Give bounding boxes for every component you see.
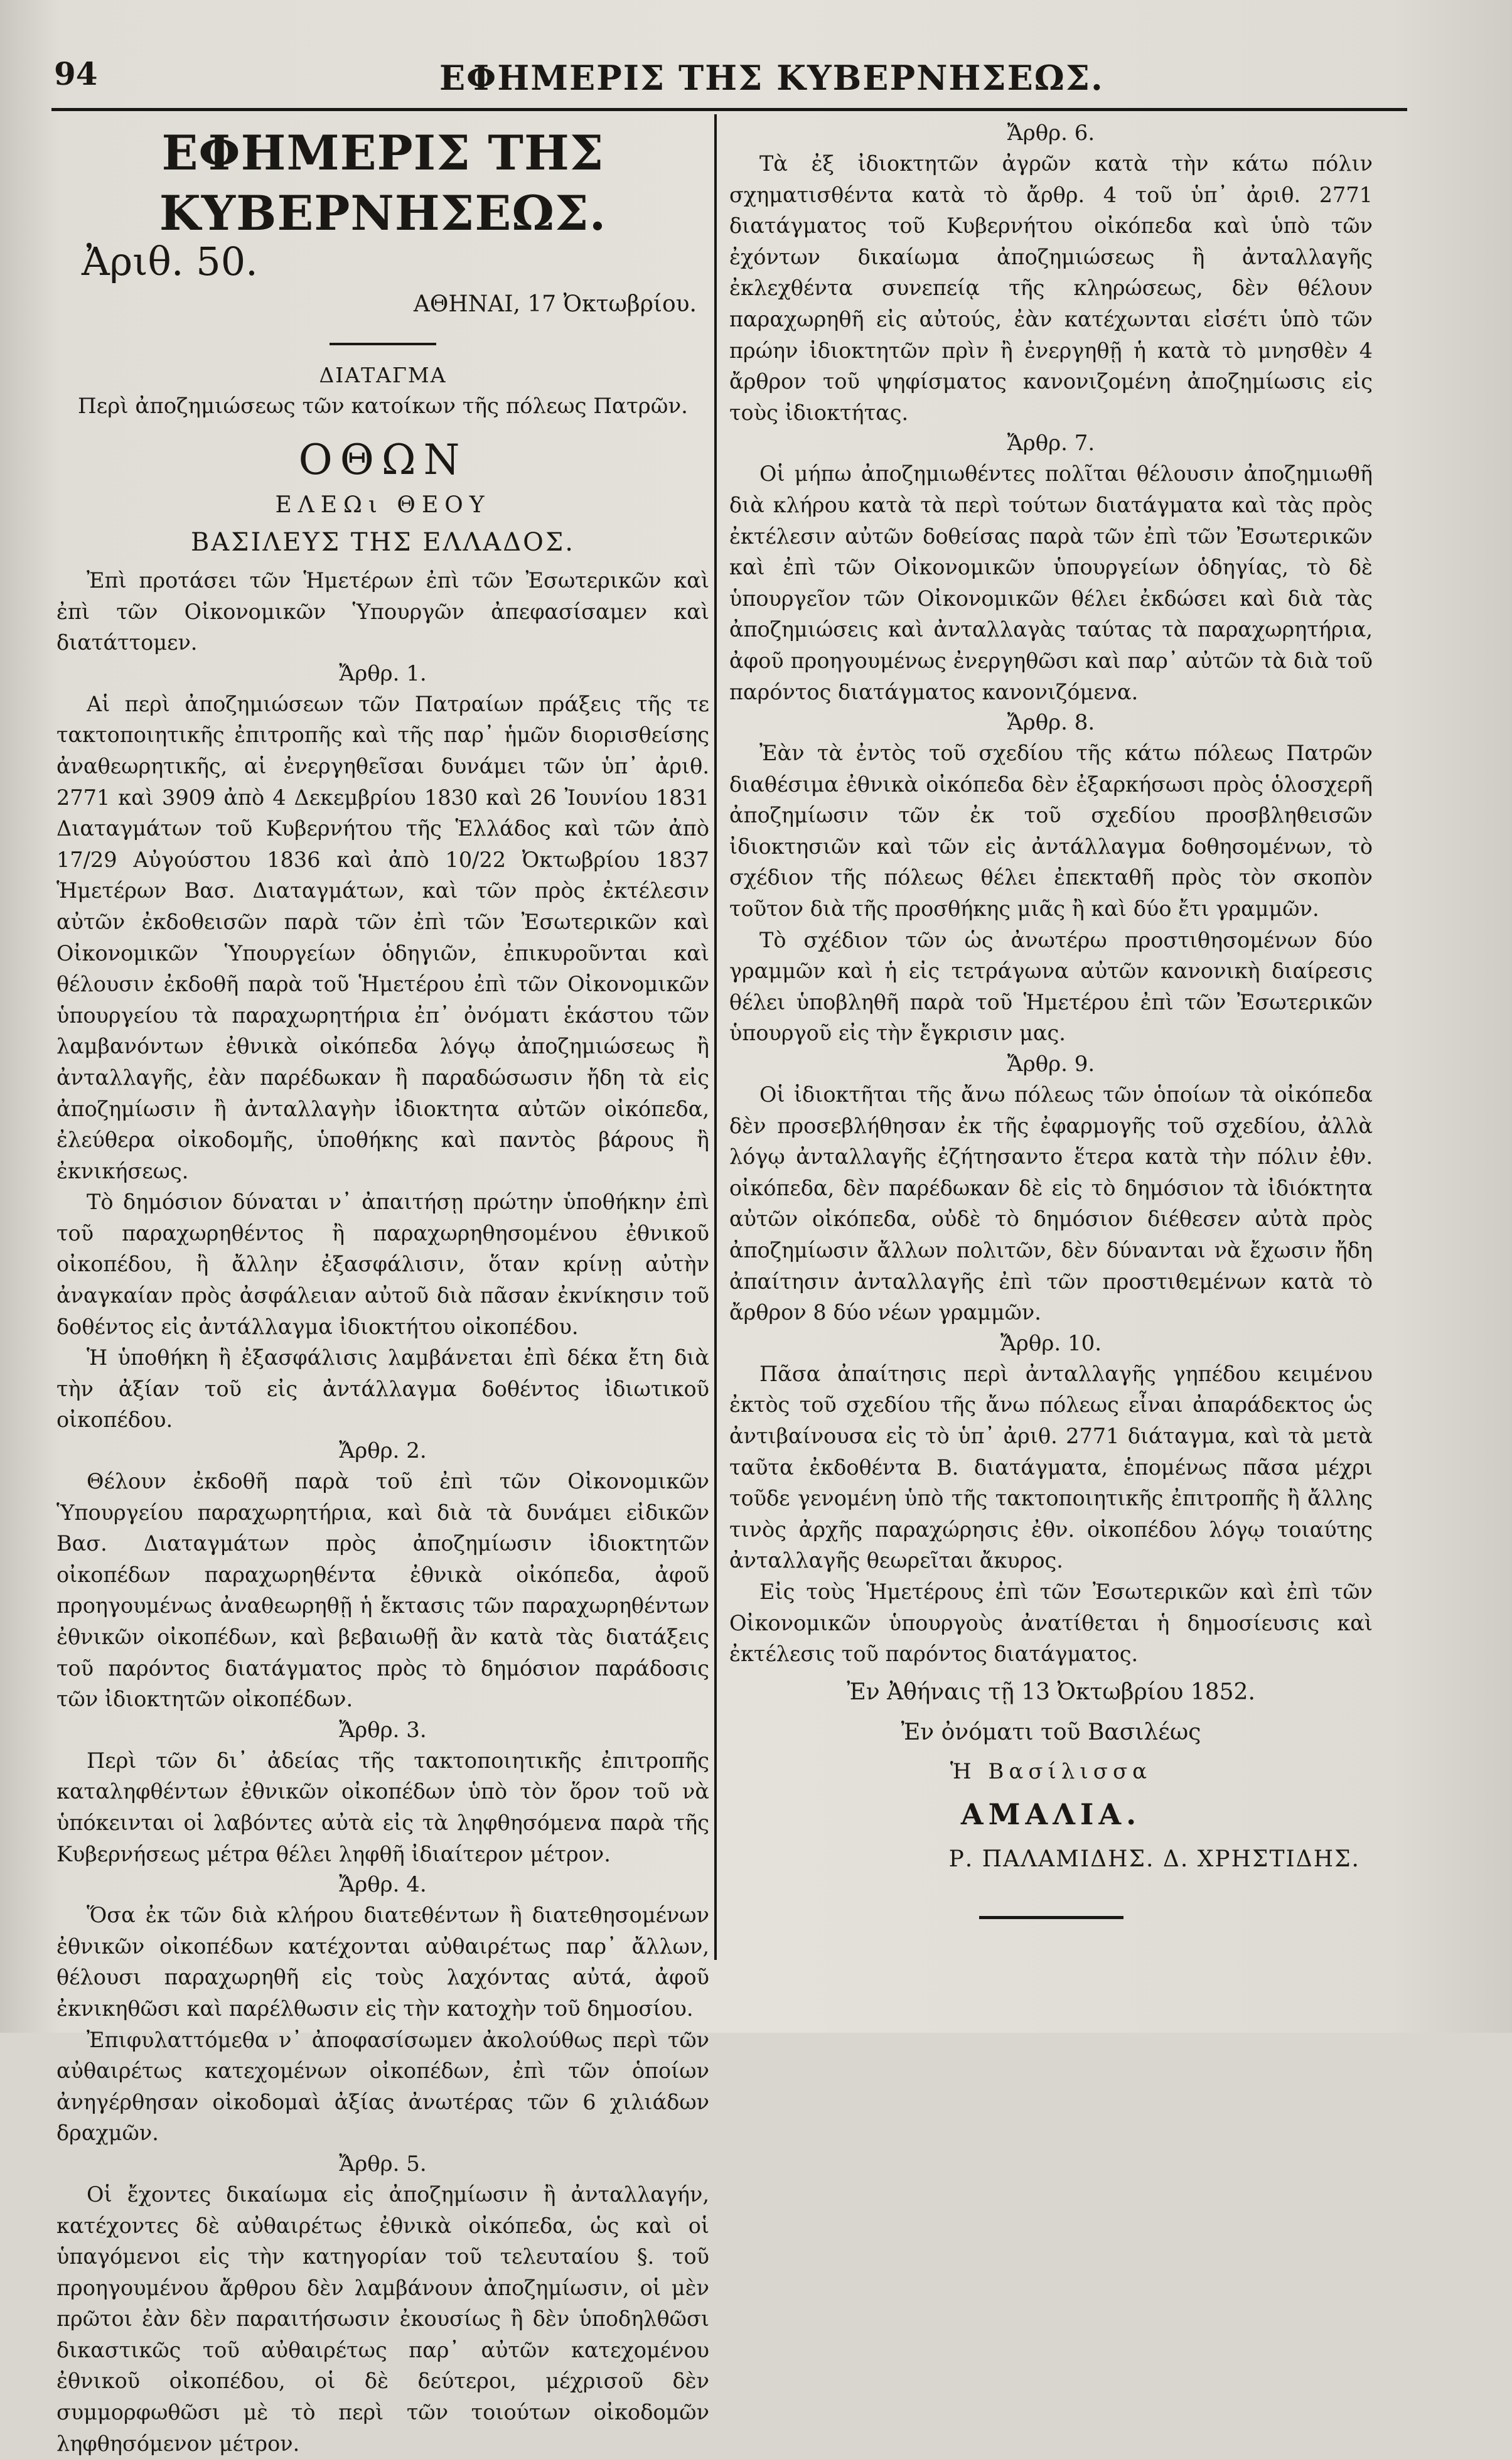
on-behalf-of-king: Ἐν ὀνόματι τοῦ Βασιλέως: [901, 1719, 1201, 1745]
article-3-paragraph-1: Περὶ τῶν δι᾽ ἀδείας τῆς τακτοποιητικῆς ἐπιτροπῆς καταληφθέντων ἐθνικῶν οἰκοπέδων ὑπὸ τὸν ὅρον τοῦ νὰ ὑπόκεινται οἱ λαβόντες αὐτὰ εἰς τὰ ληφθησόμενα παρὰ τῆς Κυβερνήσεως μέτρα θέλει ληφθῆ ἰδιαίτερον μέτρον.: [56, 1748, 709, 1866]
masthead-title: ΕΦΗΜΕΡΙΣ ΤΗΣ ΚΥΒΕΡΝΗΣΕΩΣ.: [159, 125, 607, 241]
issue-number: Ἀριθ. 50.: [82, 239, 258, 284]
article-10-heading: Ἄρθρ. 10.: [1000, 1330, 1102, 1356]
column-divider: [714, 114, 717, 1960]
decree-preamble: Ἐπὶ προτάσει τῶν Ἡμετέρων ἐπὶ τῶν Ἐσωτερικῶν καὶ ἐπὶ τῶν Οἰκονομικῶν Ὑπουργῶν ἀπεφασίσαμεν καὶ διατάττομεν.: [56, 568, 709, 655]
place-and-date: Ἐν Ἀθήναις τῇ 13 Ὀκτωβρίου 1852.: [847, 1679, 1255, 1705]
article-1-paragraph-2: Τὸ δημόσιον δύναται ν᾽ ἀπαιτήσῃ πρώτην ὑποθήκην ἐπὶ τοῦ παραχωρηθέντος ἢ παραχωρηθησομένου ἐθνικοῦ οἰκοπέδου, ἢ ἄλλην ἐξασφάλισιν, ὅταν κρίνῃ αὐτὴν ἀναγκαίαν πρὸς ἀσφάλειαν αὐτοῦ διὰ πᾶσαν ἐκνίκησιν τοῦ δοθέντος εἰς ἀντάλλαγμα ἰδιοκτήτου οἰκοπέδου.: [56, 1190, 709, 1339]
date-line: ΑΘΗΝΑΙ, 17 Ὀκτωβρίου.: [413, 291, 697, 317]
article-1-paragraph-1: Αἱ περὶ ἀποζημιώσεων τῶν Πατραίων πράξεις τῆς τε τακτοποιητικῆς ἐπιτροπῆς καὶ τῆς παρ᾽ ἡμῶν διορισθείσης ἀναθεωρητικῆς, αἱ ἐνεργηθεῖσαι δυνάμει τῶν ὑπ᾽ ἀριθ. 2771 καὶ 3909 ἀπὸ 4 Δεκεμβρίου 1830 καὶ 26 Ἰουνίου 1831 Διαταγμάτων τοῦ Κυβερνήτου τῆς Ἑλλάδος καὶ τῶν ἀπὸ 17/29 Αὐγούστου 1836 καὶ ἀπὸ 10/22 Ὀκτωβρίου 1837 Ἡμετέρων Βασ. Διαταγμάτων, καὶ τῶν πρὸς ἐκτέλεσιν αὐτῶν ἐκδοθεισῶν παρὰ τῶν ἐπὶ τῶν Ἐσωτερικῶν καὶ Οἰκονομικῶν Ὑπουργείων ὁδηγιῶν, ἐπικυροῦνται καὶ θέλουσιν ἐκδοθῆ παρὰ τοῦ Ἡμετέρου ἐπὶ τῶν Οἰκονομικῶν ὑπουργείου τὰ παραχωρητήρια ἐπ᾽ ὀνόματι ἑκάστου τῶν λαμβανόντων ἐθνικὰ οἰκόπεδα λόγῳ ἀποζημιώσεως ἢ ἀνταλλαγῆς, ἐὰν παρέδωκαν ἢ παραδώσωσιν ἤδη τὰ εἰς ἀποζημίωσιν ἢ ἀνταλλαγὴν ἰδιοκτητα αὐτῶν οἰκόπεδα, ἐλεύθερα οἰκοδομῆς, ὑποθήκης καὶ παντὸς βάρους ἢ ἐκνικήσεως.: [56, 691, 709, 1183]
article-8-paragraph-1: Ἐὰν τὰ ἐντὸς τοῦ σχεδίου τῆς κάτω πόλεως Πατρῶν διαθέσιμα ἐθνικὰ οἰκόπεδα δὲν ἐξαρκήσωσι πρὸς ὁλοσχερῆ ἀποζημίωσιν τῶν ἐκ τοῦ σχεδίου προσβληθεισῶν ἰδιοκτησιῶν καὶ τῶν εἰς ἀντάλλαγμα δοθησομένων, τὸ σχέδιον τῆς πόλεως θέλει ἐπεκταθῆ πρὸς τὸν σκοπὸν τοῦτον διὰ τῆς προσθήκης μιᾶς ἢ καὶ δύο ἔτι γραμμῶν.: [729, 741, 1373, 922]
article-1-heading: Ἄρθρ. 1.: [339, 660, 427, 686]
left-column: [56, 118, 709, 2459]
article-4-heading: Ἄρθρ. 4.: [339, 1872, 427, 1898]
article-3-heading: Ἄρθρ. 3.: [339, 1717, 427, 1743]
queen-signature: ΑΜΑΛΙΑ.: [960, 1797, 1142, 1831]
article-6-paragraph-1: Τὰ ἐξ ἰδιοκτητῶν ἀγρῶν κατὰ τὴν κάτω πόλιν σχηματισθέντα κατὰ τὸ ἄρθρ. 4 τοῦ ὑπ᾽ ἀριθ. 2771 διατάγματος τοῦ Κυβερνήτου οἰκόπεδα καὶ ὑπὸ τῶν ἐχόντων δικαίωμα ἀποζημιώσεως ἢ ἀνταλλαγῆς ἐκλεχθέντα συνεπείᾳ τῆς κληρώσεως, δὲν θέλουν παραχωρηθῆ εἰς αὐτούς, ἐὰν κατέχωνται εἰσέτι ὑπὸ τῶν πρώην ἰδιοκτητῶν πρὶν ἢ ἐνεργηθῇ ἡ κατὰ τὸ μνησθὲν 4 ἄρθρον τοῦ ψηφίσματος κανονιζομένη ἀποζημίωσις εἰς τοὺς ἰδιοκτήτας.: [729, 151, 1373, 425]
article-8-paragraph-2: Τὸ σχέδιον τῶν ὡς ἀνωτέρω προστιθησομένων δύο γραμμῶν καὶ ἡ εἰς τετράγωνα αὐτῶν κανονικὴ διαίρεσις θέλει ὑποβληθῆ παρὰ τοῦ Ἡμετέρου ἐπὶ τῶν Ἐσωτερικῶν ὑπουργοῦ εἰς τὴν ἔγκρισιν μας.: [729, 927, 1373, 1046]
king-title: ΒΑΣΙΛΕΥΣ ΤΗΣ ΕΛΛΑΔΟΣ.: [191, 528, 575, 557]
header-rule: [51, 108, 1407, 111]
decree-title: Περὶ ἀποζημιώσεως τῶν κατοίκων τῆς πόλεως Πατρῶν.: [78, 394, 688, 419]
king-name: ΟΘΩΝ: [298, 436, 468, 484]
running-head: ΕΦΗΜΕΡΙΣ ΤΗΣ ΚΥΒΕΡΝΗΣΕΩΣ.: [439, 58, 1104, 98]
decree-kind: ΔΙΑΤΑΓΜΑ: [319, 363, 447, 387]
article-1-paragraph-3: Ἡ ὑποθήκη ἢ ἐξασφάλισις λαμβάνεται ἐπὶ δέκα ἔτη διὰ τὴν ἀξίαν τοῦ εἰς ἀντάλλαγμα δοθέντος ἰδιωτικοῦ οἰκοπέδου.: [56, 1345, 709, 1433]
article-5-heading: Ἄρθρ. 5.: [339, 2151, 427, 2177]
queen-title: Ἡ Βασίλισσα: [950, 1758, 1152, 1784]
article-9-paragraph-1: Οἱ ἰδιοκτῆται τῆς ἄνω πόλεως τῶν ὁποίων τὰ οἰκόπεδα δὲν προσεβλήθησαν ἐκ τῆς ἐφαρμογῆς τοῦ σχεδίου, ἀλλὰ λόγῳ ἀνταλλαγῆς ἐζήτησαντο ἕτερα κατὰ τὴν πόλιν ἐθν. οἰκόπεδα, δὲν παρέδωκαν δὲ εἰς τὸ δημόσιον τὰ ἰδιόκτητα αὐτῶν οἰκόπεδα, οὐδὲ τὸ δημόσιον διέθεσεν αὐτὰ πρὸς ἀποζημίωσιν ἄλλων πολιτῶν, δὲν δύνανται νὰ ἔχωσιν ἤδη ἀπαίτησιν ἀνταλλαγῆς ἐπὶ τῶν προστιθεμένων κατὰ τὸ ἄρθρον 8 δύο νέων γραμμῶν.: [729, 1082, 1373, 1325]
article-2-paragraph-1: Θέλουν ἐκδοθῆ παρὰ τοῦ ἐπὶ τῶν Οἰκονομικῶν Ὑπουργείου παραχωρητήρια, καὶ διὰ τὰ δυνάμει εἰδικῶν Βασ. Διαταγμάτων πρὸς ἀποζημίωσιν ἰδιοκτητῶν οἰκοπέδων παραχωρηθέντα ἐθνικὰ οἰκόπεδα, ἀφοῦ προηγουμένως ἀναθεωρηθῇ ἡ ἔκτασις τῶν παραχωρηθέντων ἐθνικῶν οἰκοπέδων, καὶ βεβαιωθῇ ἂν κατὰ τὰς διατάξεις τοῦ παρόντος διατάγματος πρὸς τὸ δημόσιον παράδοσις τῶν ἰδιοκτητῶν οἰκοπέδων.: [56, 1469, 709, 1712]
article-6-heading: Ἄρθρ. 6.: [1007, 121, 1095, 146]
article-8-heading: Ἄρθρ. 8.: [1007, 710, 1095, 736]
decree-closing-paragraph: Εἰς τοὺς Ἡμετέρους ἐπὶ τῶν Ἐσωτερικῶν καὶ ἐπὶ τῶν Οἰκονομικῶν ὑπουργοὺς ἀνατίθεται ἡ δημοσίευσις καὶ ἐκτέλεσις τοῦ παρόντος διατάγματος.: [729, 1579, 1373, 1667]
minister-signatures: Ρ. ΠΑΛΑΜΙΔΗΣ. Δ. ΧΡΗΣΤΙΔΗΣ.: [948, 1846, 1360, 1872]
article-7-heading: Ἄρθρ. 7.: [1007, 431, 1095, 456]
page-number: 94: [54, 55, 98, 92]
masthead-rule: [330, 343, 436, 345]
right-column: [729, 118, 1373, 1919]
article-4-paragraph-2: Ἐπιφυλαττόμεθα ν᾽ ἀποφασίσωμεν ἀκολούθως περὶ τῶν αὐθαιρέτως κατεχομένων οἰκοπέδων, ἐπὶ τῶν ὁποίων ἀνηγέρθησαν οἰκοδομαὶ ἀξίας ἀνωτέρας τῶν 6 χιλιάδων δραχμῶν.: [56, 2027, 709, 2146]
king-by-grace: ΕΛΕΩι ΘΕΟΥ: [275, 492, 491, 518]
article-10-paragraph-1: Πᾶσα ἀπαίτησις περὶ ἀνταλλαγῆς γηπέδου κειμένου ἐκτὸς τοῦ σχεδίου τῆς ἄνω πόλεως εἶναι ἀπαράδεκτος ὡς ἀντιβαίνουσα εἰς τὸ ὑπ᾽ ἀριθ. 2771 διάταγμα, καὶ τὰ μετὰ ταῦτα ἐκδοθέντα Β. διατάγματα, ἑπομένως πᾶσα μέχρι τοῦδε γενομένη ὑπὸ τῆς τακτοποιητικῆς ἐπιτροπῆς ἢ ἄλλης τινὸς ἀρχῆς παραχώρησις ἐθν. οἰκοπέδου λόγῳ τοιαύτης ἀνταλλαγῆς θεωρεῖται ἄκυρος.: [729, 1361, 1373, 1573]
article-5-paragraph-1: Οἱ ἔχοντες δικαίωμα εἰς ἀποζημίωσιν ἢ ἀνταλλαγήν, κατέχοντες δὲ αὐθαιρέτως ἐθνικὰ οἰκόπεδα, ὡς καὶ οἱ ὑπαγόμενοι εἰς τὴν κατηγορίαν τοῦ τελευταίου §. τοῦ προηγουμένου ἄρθρου δὲν λαμβάνουν ἀποζημίωσιν, οἱ μὲν πρῶτοι ἐὰν δὲν παραιτήσωσιν ἐκουσίως ἢ δὲν ὑποδηλθῶσι δικαστικῶς τοῦ αὐθαιρέτως παρ᾽ αὐτῶν κατεχομένου ἐθνικοῦ οἰκοπέδου, οἱ δὲ δεύτεροι, μέχρισοῦ δὲν συμμορφωθῶσι μὲ τὸ περὶ τῶν τοιούτων οἰκοδομῶν ληφθησόμενον μέτρον.: [56, 2182, 709, 2456]
issue-row: [56, 239, 709, 338]
end-rule: [979, 1916, 1123, 1919]
article-4-paragraph-1: Ὅσα ἐκ τῶν διὰ κλήρου διατεθέντων ἢ διατεθησομένων ἐθνικῶν οἰκοπέδων κατέχονται αὐθαιρέτως παρ᾽ ἄλλων, θέλουσι παραχωρηθῆ εἰς τοὺς λαχόντας αὐτά, ἀφοῦ ἐκνικηθῶσι καὶ παρέλθωσιν εἰς τὴν κατοχὴν τοῦ δημοσίου.: [56, 1903, 709, 2021]
article-7-paragraph-1: Οἱ μήπω ἀποζημιωθέντες πολῖται θέλουσιν ἀποζημιωθῆ διὰ κλήρου κατὰ τὰ περὶ τούτων διατάγματα καὶ τὰς πρὸς ἐκτέλεσιν αὐτῶν δοθείσας παρὰ τῶν ἐπὶ τῶν Ἐσωτερικῶν καὶ ἐπὶ τῶν Οἰκονομικῶν ὑπουργείων ὁδηγίας, τὸ δὲ ὑπουργεῖον τῶν Οἰκονομικῶν θέλει ἐκδώσει καὶ διὰ τὰς ἀποζημιώσεις καὶ ἀνταλλαγὰς ταύτας τὰ παραχωρητήρια, ἀφοῦ προηγουμένως ἐνεργηθῶσι καὶ παρ᾽ αὐτῶν τὰ διὰ τοῦ παρόντος διατάγματος κανονιζόμενα.: [729, 461, 1373, 704]
article-2-heading: Ἄρθρ. 2.: [339, 1438, 427, 1464]
article-9-heading: Ἄρθρ. 9.: [1007, 1052, 1095, 1077]
